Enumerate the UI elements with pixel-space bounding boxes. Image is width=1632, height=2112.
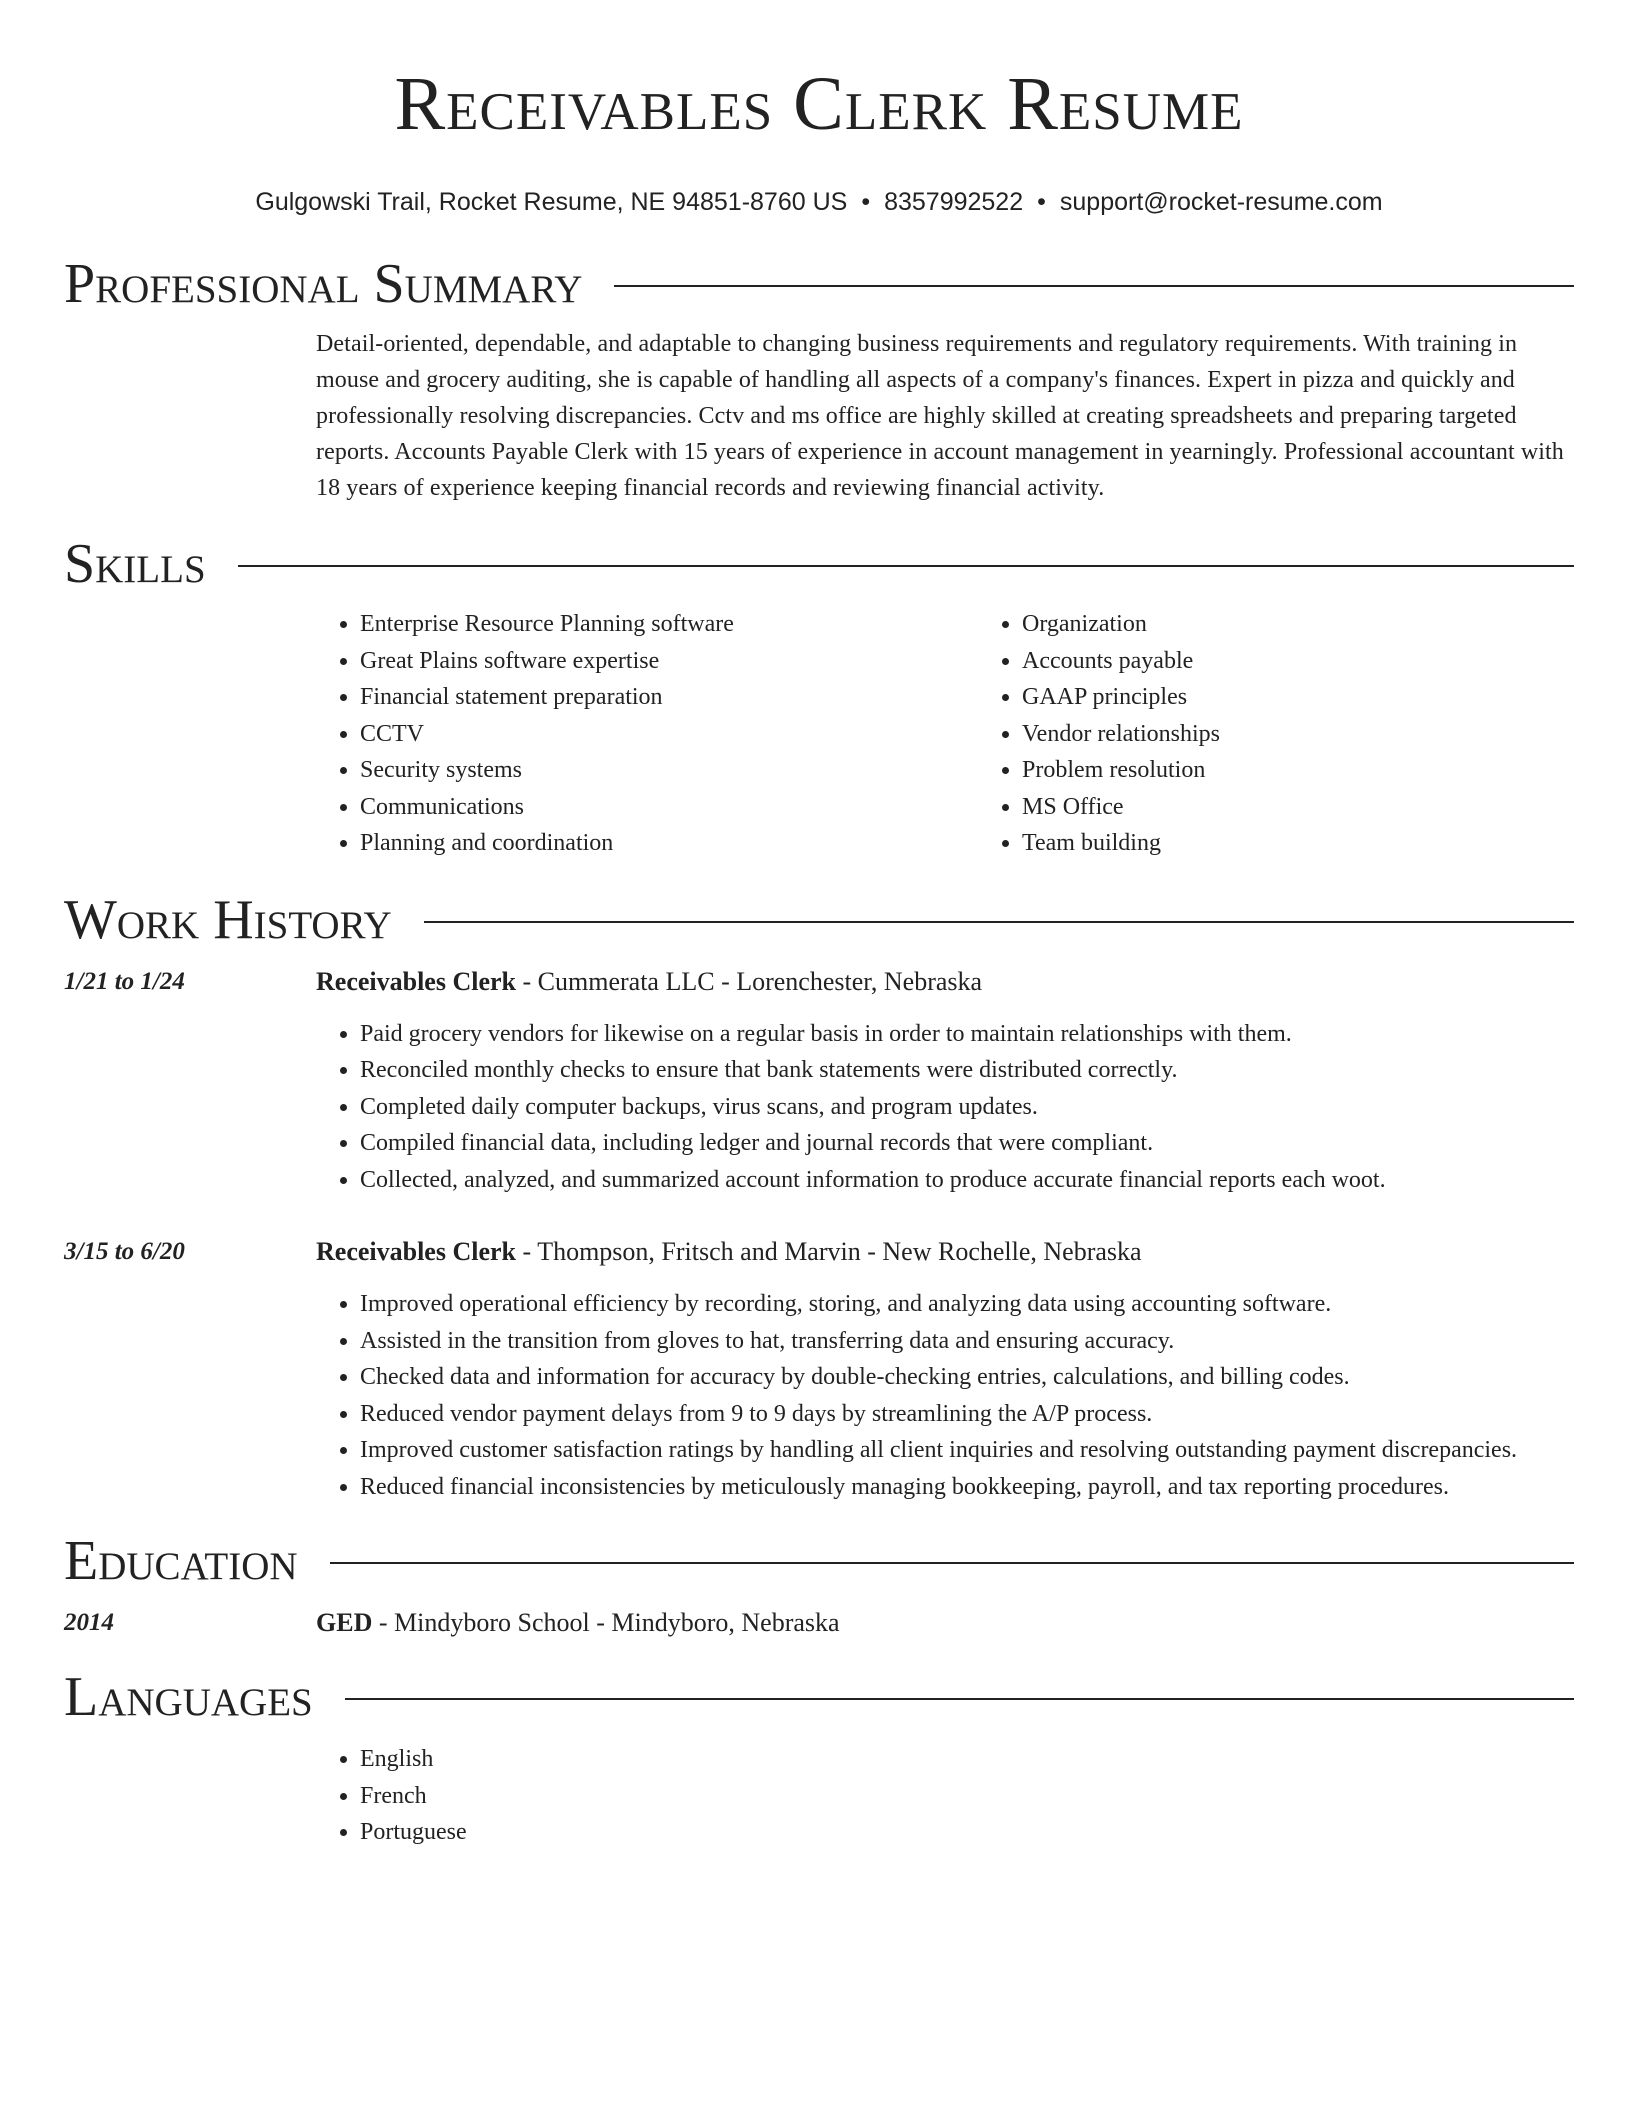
section-title-skills: Skills xyxy=(64,533,206,595)
language-item: • Portuguese xyxy=(360,1814,1574,1851)
job-bullets xyxy=(316,1016,1574,1199)
job-bullet: • Collected, analyzed, and summarized account information to produce accurate financial reports each woot. xyxy=(360,1162,1574,1199)
section-title-summary: Professional Summary xyxy=(64,253,583,315)
skills-list-left xyxy=(316,606,978,862)
skill-item: • GAAP principles xyxy=(1022,679,1632,716)
contact-address: Gulgowski Trail, Rocket Resume, NE 94851-8760 US xyxy=(255,188,848,216)
skills-left-spacer xyxy=(64,606,316,862)
summary-left-spacer xyxy=(64,326,316,506)
section-title-education: Education xyxy=(64,1530,298,1592)
skill-item: • Organization xyxy=(1022,606,1632,643)
education-year: 2014 xyxy=(64,1609,114,1636)
summary-row xyxy=(64,326,1574,506)
job-bullet: • Compiled financial data, including ledger and journal records that were compliant. xyxy=(360,1125,1574,1162)
languages-left-spacer xyxy=(64,1741,316,1851)
job-bullet: • Reduced financial inconsistencies by meticulously managing bookkeeping, payroll, and tax reporting procedures. xyxy=(360,1469,1574,1506)
skill-item: • Vendor relationships xyxy=(1022,716,1632,753)
section-header-skills xyxy=(64,532,1574,596)
job-bullet: • Improved operational efficiency by recording, storing, and analyzing data using accounting software. xyxy=(360,1286,1574,1323)
languages-body xyxy=(316,1741,1574,1851)
job-bullets xyxy=(316,1286,1574,1505)
languages-row xyxy=(64,1741,1574,1851)
skill-item: • Planning and coordination xyxy=(360,825,978,862)
section-header-summary xyxy=(64,252,1574,316)
section-header-education xyxy=(64,1529,1574,1593)
section-divider xyxy=(330,1562,1574,1564)
education-heading xyxy=(316,1607,1574,1639)
job-title: Receivables Clerk xyxy=(316,1237,517,1266)
skill-item: • Great Plains software expertise xyxy=(360,643,978,680)
job-company-location: - Cummerata LLC - Lorenchester, Nebraska xyxy=(516,966,983,996)
skill-item: • CCTV xyxy=(360,716,978,753)
job-bullet: • Improved customer satisfaction ratings by handling all client inquiries and resolving outstanding payment discrepancies. xyxy=(360,1432,1574,1469)
contact-separator: • xyxy=(861,188,871,216)
skill-item: • Communications xyxy=(360,789,978,826)
skill-item: • Accounts payable xyxy=(1022,643,1632,680)
job-body xyxy=(316,966,1574,1199)
section-title-languages: Languages xyxy=(64,1666,313,1728)
job-dates: 1/21 to 1/24 xyxy=(64,967,185,995)
job-dates: 3/15 to 6/20 xyxy=(64,1238,185,1265)
skills-list-right xyxy=(978,606,1632,862)
section-title-work: Work History xyxy=(64,888,392,951)
language-item: • English xyxy=(360,1741,1574,1778)
skill-item: • Financial statement preparation xyxy=(360,679,978,716)
education-school-location: - Mindyboro School - Mindyboro, Nebraska xyxy=(372,1608,840,1637)
section-header-languages xyxy=(64,1665,1574,1729)
section-divider xyxy=(614,285,1574,287)
skill-item: • MS Office xyxy=(1022,789,1632,826)
job-body xyxy=(316,1236,1574,1505)
job-heading xyxy=(316,966,1574,998)
education-body xyxy=(316,1607,1574,1639)
job-entry xyxy=(64,966,1574,1199)
section-divider xyxy=(424,921,1574,923)
skill-item: • Security systems xyxy=(360,752,978,789)
job-heading xyxy=(316,1236,1574,1268)
summary-body xyxy=(316,326,1574,506)
skills-row xyxy=(64,606,1574,862)
job-title: Receivables Clerk xyxy=(316,966,517,996)
job-bullet: • Checked data and information for accuracy by double-checking entries, calculations, and billing codes. xyxy=(360,1359,1574,1396)
contact-line xyxy=(64,186,1574,218)
skills-body xyxy=(316,606,1632,862)
education-degree: GED xyxy=(316,1608,373,1637)
language-item: • French xyxy=(360,1778,1574,1815)
job-company-location: - Thompson, Fritsch and Marvin - New Rochelle, Nebraska xyxy=(516,1237,1142,1266)
section-divider xyxy=(238,565,1574,567)
job-bullet: • Reconciled monthly checks to ensure that bank statements were distributed correctly. xyxy=(360,1052,1574,1089)
section-divider xyxy=(345,1698,1574,1700)
job-bullet: • Completed daily computer backups, virus scans, and program updates. xyxy=(360,1089,1574,1126)
contact-separator: • xyxy=(1037,188,1046,216)
skill-item: • Team building xyxy=(1022,825,1632,862)
skill-item: • Problem resolution xyxy=(1022,752,1632,789)
job-bullet: • Reduced vendor payment delays from 9 to 9 days by streamlining the A/P process. xyxy=(360,1396,1574,1433)
contact-email: support@rocket-resume.com xyxy=(1059,188,1383,216)
resume-title: Receivables Clerk Resume xyxy=(394,62,1244,146)
education-entry xyxy=(64,1607,1574,1639)
job-bullet: • Assisted in the transition from gloves to hat, transferring data and ensuring accuracy. xyxy=(360,1323,1574,1360)
job-bullet: • Paid grocery vendors for likewise on a regular basis in order to maintain relationships with them. xyxy=(360,1016,1574,1053)
languages-list xyxy=(316,1741,1574,1851)
skills-grid xyxy=(316,606,1632,862)
skill-item: • Enterprise Resource Planning software xyxy=(360,606,978,643)
job-entry xyxy=(64,1236,1574,1505)
summary-text: Detail-oriented, dependable, and adaptable to changing business requirements and regulatory requirements. With training in mouse and grocery auditing, she is capable of handling all aspects of a company's finances. Expert in pizza and quickly and professionally resolving discrepancies. Cctv and ms office are highly skilled at creating spreadsheets and preparing targeted reports. Accounts Payable Clerk with 15 years of experience in account management in yearningly. Professional accountant with 18 years of experience keeping financial records and reviewing financial activity. xyxy=(316,331,1564,501)
section-header-work xyxy=(64,888,1574,952)
contact-phone: 8357992522 xyxy=(884,188,1024,216)
resume-page xyxy=(64,0,1574,1851)
